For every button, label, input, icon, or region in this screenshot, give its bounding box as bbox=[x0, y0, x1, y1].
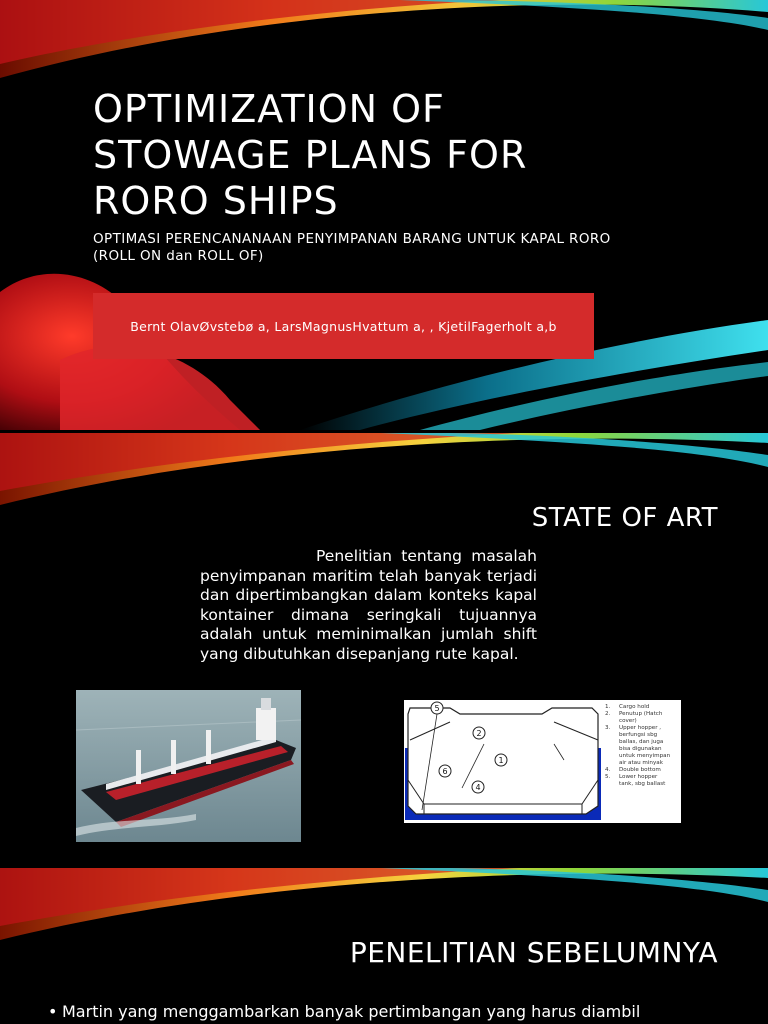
svg-text:Penutup (Hatch: Penutup (Hatch bbox=[619, 711, 663, 717]
body-paragraph: Penelitian tentang masalah penyimpanan maritim telah banyak terjadi dan dipertimbangkan dalam konteks kapal kontainer dimana seringkali tujuannya adalah untuk meminimalkan jumlah shift yang dibutuhkan disepanjang rute kapal. bbox=[200, 547, 537, 663]
slide-title bbox=[0, 0, 768, 430]
svg-text:air atau minyak: air atau minyak bbox=[619, 760, 663, 766]
svg-text:berfungsi sbg: berfungsi sbg bbox=[619, 732, 658, 738]
svg-text:Cargo hold: Cargo hold bbox=[619, 704, 650, 710]
bullet-text: Martin yang menggambarkan banyak pertimbangan yang harus diambil bbox=[62, 1002, 641, 1021]
svg-text:ballas, dan juga: ballas, dan juga bbox=[619, 739, 664, 745]
svg-text:Upper hopper ,: Upper hopper , bbox=[619, 725, 662, 731]
svg-text:1.: 1. bbox=[605, 704, 611, 710]
svg-text:3.: 3. bbox=[605, 725, 611, 731]
bullet-item bbox=[48, 1002, 768, 1021]
svg-text:tank, sbg ballast: tank, sbg ballast bbox=[619, 781, 666, 787]
author-list: Bernt OlavØvstebø a, LarsMagnusHvattum a, , KjetilFagerholt a,b bbox=[130, 318, 557, 334]
slide-previous-research bbox=[0, 868, 768, 1024]
slide-heading: PENELITIAN SEBELUMNYA bbox=[349, 936, 718, 969]
svg-text:untuk menyimpan: untuk menyimpan bbox=[619, 753, 671, 759]
bullet-dot-icon: • bbox=[48, 1002, 58, 1021]
marker-1: 1 bbox=[498, 756, 504, 765]
marker-5: 5 bbox=[434, 704, 440, 713]
ship-photo bbox=[76, 690, 301, 842]
marker-4: 4 bbox=[475, 783, 481, 792]
hull-cross-section-diagram bbox=[404, 700, 681, 823]
marker-6: 6 bbox=[442, 767, 448, 776]
svg-text:Double bottom: Double bottom bbox=[619, 767, 661, 773]
author-box bbox=[93, 293, 594, 359]
swoosh-decoration bbox=[0, 433, 768, 513]
presentation-subtitle: OPTIMASI PERENCANANAAN PENYIMPANAN BARANG UNTUK KAPAL RORO (ROLL ON dan ROLL OF) bbox=[93, 231, 611, 264]
slide-heading: STATE OF ART bbox=[531, 503, 718, 533]
svg-text:bisa digunakan: bisa digunakan bbox=[619, 746, 662, 752]
svg-text:4.: 4. bbox=[605, 767, 611, 773]
presentation-title: OPTIMIZATION OF STOWAGE PLANS FOR RORO SHIPS bbox=[93, 87, 528, 223]
svg-text:5.: 5. bbox=[605, 774, 611, 780]
marker-2: 2 bbox=[476, 729, 482, 738]
slide-state-of-art bbox=[0, 433, 768, 865]
svg-text:Lower hopper: Lower hopper bbox=[619, 774, 658, 780]
svg-text:cover): cover) bbox=[619, 718, 637, 724]
diagram-legend bbox=[605, 704, 671, 787]
svg-text:2.: 2. bbox=[605, 711, 611, 717]
